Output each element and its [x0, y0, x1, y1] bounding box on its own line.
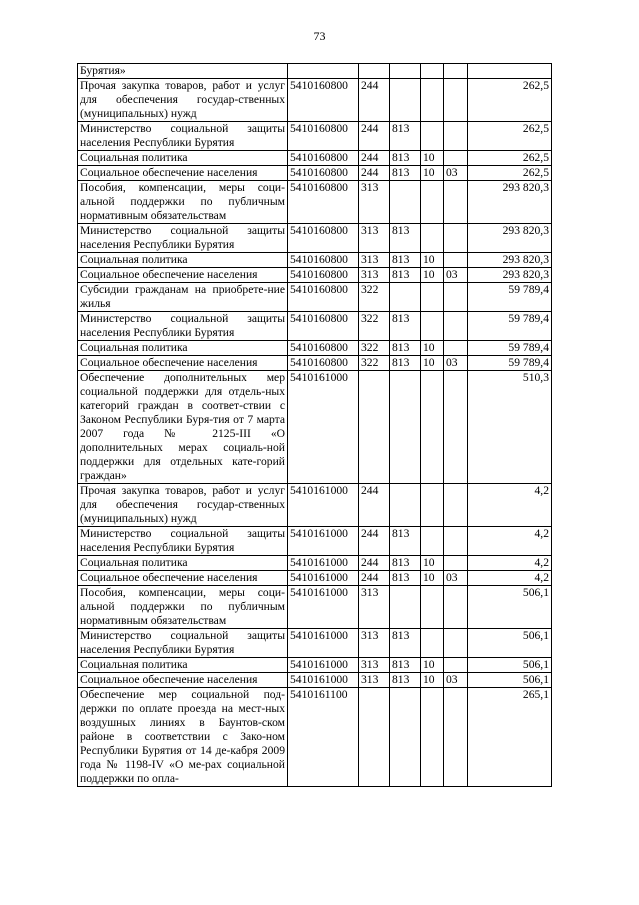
- target-article-code-cell: 5410160800: [288, 283, 359, 312]
- expense-type-code-cell: 313: [359, 181, 390, 224]
- table-body: [78, 64, 552, 787]
- expense-type-code-cell: 313: [359, 268, 390, 283]
- ministry-code-cell: [390, 64, 421, 79]
- expense-type-code-cell: 244: [359, 484, 390, 527]
- expense-type-code-cell: 313: [359, 586, 390, 629]
- row-name-cell: Социальное обеспечение населения: [78, 166, 288, 181]
- table-row: [78, 571, 552, 586]
- section-code-cell: [421, 79, 444, 122]
- amount-cell: 262,5: [468, 151, 552, 166]
- page-number: 73: [313, 29, 326, 43]
- target-article-code-cell: 5410161000: [288, 658, 359, 673]
- subsection-code-cell: [444, 527, 468, 556]
- section-code-cell: 10: [421, 673, 444, 688]
- amount-cell: 59 789,4: [468, 283, 552, 312]
- row-name-cell: Прочая закупка товаров, работ и услуг для обеспечения государ-ственных (муниципальных) нужд: [78, 79, 288, 122]
- table-row: [78, 312, 552, 341]
- amount-cell: 262,5: [468, 166, 552, 181]
- row-name-cell: Министерство социальной защиты населения Республики Бурятия: [78, 122, 288, 151]
- target-article-code-cell: 5410161100: [288, 688, 359, 787]
- subsection-code-cell: [444, 122, 468, 151]
- subsection-code-cell: [444, 658, 468, 673]
- subsection-code-cell: [444, 224, 468, 253]
- row-name-cell: Бурятия»: [78, 64, 288, 79]
- table-row: [78, 283, 552, 312]
- target-article-code-cell: 5410161000: [288, 571, 359, 586]
- expense-type-code-cell: 313: [359, 673, 390, 688]
- row-name-cell: Социальное обеспечение населения: [78, 673, 288, 688]
- section-code-cell: [421, 371, 444, 484]
- subsection-code-cell: [444, 484, 468, 527]
- ministry-code-cell: 813: [390, 312, 421, 341]
- amount-cell: 265,1: [468, 688, 552, 787]
- row-name-cell: Обеспечение дополнительных мер социальной поддержки для отдель-ных категорий граждан в соответ-ствии с Законом Республики Буря-тия от 7 марта 2007 года № 2125-III «О дополнительных мерах социаль-ной поддержки для отдельных кате-горий граждан»: [78, 371, 288, 484]
- expense-type-code-cell: [359, 64, 390, 79]
- table-row: [78, 151, 552, 166]
- ministry-code-cell: [390, 484, 421, 527]
- table-row: [78, 79, 552, 122]
- row-name-cell: Министерство социальной защиты населения Республики Бурятия: [78, 224, 288, 253]
- amount-cell: 4,2: [468, 571, 552, 586]
- section-code-cell: [421, 64, 444, 79]
- amount-cell: 59 789,4: [468, 312, 552, 341]
- expense-type-code-cell: 322: [359, 341, 390, 356]
- expense-type-code-cell: 313: [359, 658, 390, 673]
- target-article-code-cell: [288, 64, 359, 79]
- amount-cell: 506,1: [468, 586, 552, 629]
- ministry-code-cell: [390, 586, 421, 629]
- ministry-code-cell: 813: [390, 253, 421, 268]
- expense-type-code-cell: 244: [359, 527, 390, 556]
- target-article-code-cell: 5410161000: [288, 673, 359, 688]
- section-code-cell: [421, 283, 444, 312]
- target-article-code-cell: 5410160800: [288, 268, 359, 283]
- section-code-cell: [421, 484, 444, 527]
- subsection-code-cell: [444, 688, 468, 787]
- expense-type-code-cell: 322: [359, 283, 390, 312]
- target-article-code-cell: 5410161000: [288, 527, 359, 556]
- target-article-code-cell: 5410161000: [288, 484, 359, 527]
- target-article-code-cell: 5410160800: [288, 356, 359, 371]
- table-row: [78, 556, 552, 571]
- row-name-cell: Прочая закупка товаров, работ и услуг для обеспечения государ-ственных (муниципальных) нужд: [78, 484, 288, 527]
- expense-type-code-cell: 313: [359, 224, 390, 253]
- target-article-code-cell: 5410161000: [288, 371, 359, 484]
- budget-table: [77, 63, 552, 787]
- amount-cell: 59 789,4: [468, 341, 552, 356]
- row-name-cell: Социальная политика: [78, 556, 288, 571]
- target-article-code-cell: 5410160800: [288, 224, 359, 253]
- subsection-code-cell: [444, 151, 468, 166]
- row-name-cell: Социальное обеспечение населения: [78, 268, 288, 283]
- section-code-cell: 10: [421, 658, 444, 673]
- table-row: [78, 371, 552, 484]
- amount-cell: [468, 64, 552, 79]
- row-name-cell: Социальная политика: [78, 341, 288, 356]
- row-name-cell: Социальное обеспечение населения: [78, 571, 288, 586]
- ministry-code-cell: [390, 371, 421, 484]
- row-name-cell: Министерство социальной защиты населения Республики Бурятия: [78, 527, 288, 556]
- table-row: [78, 484, 552, 527]
- subsection-code-cell: [444, 64, 468, 79]
- amount-cell: 293 820,3: [468, 253, 552, 268]
- section-code-cell: 10: [421, 268, 444, 283]
- expense-type-code-cell: 244: [359, 166, 390, 181]
- ministry-code-cell: 813: [390, 629, 421, 658]
- ministry-code-cell: [390, 181, 421, 224]
- ministry-code-cell: 813: [390, 151, 421, 166]
- row-name-cell: Обеспечение мер социальной под-держки по оплате проезда на мест-ных воздушных линиях в Баунтов-ском районе в соответствии с Зако-ном Республики Бурятия от 14 де-кабря 2009 года № 1198-IV «О ме-рах социальной поддержки по опла-: [78, 688, 288, 787]
- target-article-code-cell: 5410160800: [288, 151, 359, 166]
- table-row: [78, 673, 552, 688]
- subsection-code-cell: 03: [444, 166, 468, 181]
- expense-type-code-cell: [359, 688, 390, 787]
- table-row: [78, 658, 552, 673]
- subsection-code-cell: 03: [444, 673, 468, 688]
- section-code-cell: 10: [421, 341, 444, 356]
- table-row: [78, 688, 552, 787]
- subsection-code-cell: [444, 586, 468, 629]
- row-name-cell: Социальное обеспечение населения: [78, 356, 288, 371]
- row-name-cell: Социальная политика: [78, 253, 288, 268]
- amount-cell: 510,3: [468, 371, 552, 484]
- subsection-code-cell: 03: [444, 268, 468, 283]
- subsection-code-cell: [444, 181, 468, 224]
- ministry-code-cell: 813: [390, 356, 421, 371]
- row-name-cell: Социальная политика: [78, 151, 288, 166]
- section-code-cell: [421, 181, 444, 224]
- section-code-cell: [421, 122, 444, 151]
- section-code-cell: 10: [421, 253, 444, 268]
- expense-type-code-cell: 244: [359, 151, 390, 166]
- target-article-code-cell: 5410160800: [288, 79, 359, 122]
- row-name-cell: Субсидии гражданам на приобрете-ние жилья: [78, 283, 288, 312]
- section-code-cell: [421, 586, 444, 629]
- section-code-cell: [421, 312, 444, 341]
- section-code-cell: [421, 629, 444, 658]
- expense-type-code-cell: 244: [359, 556, 390, 571]
- expense-type-code-cell: [359, 371, 390, 484]
- amount-cell: 293 820,3: [468, 224, 552, 253]
- subsection-code-cell: 03: [444, 571, 468, 586]
- subsection-code-cell: 03: [444, 356, 468, 371]
- ministry-code-cell: 813: [390, 122, 421, 151]
- subsection-code-cell: [444, 312, 468, 341]
- expense-type-code-cell: 244: [359, 571, 390, 586]
- subsection-code-cell: [444, 556, 468, 571]
- amount-cell: 506,1: [468, 629, 552, 658]
- section-code-cell: 10: [421, 151, 444, 166]
- target-article-code-cell: 5410161000: [288, 586, 359, 629]
- expense-type-code-cell: 313: [359, 629, 390, 658]
- amount-cell: 506,1: [468, 673, 552, 688]
- target-article-code-cell: 5410161000: [288, 556, 359, 571]
- table-row: [78, 341, 552, 356]
- ministry-code-cell: 813: [390, 268, 421, 283]
- target-article-code-cell: 5410160800: [288, 312, 359, 341]
- ministry-code-cell: 813: [390, 571, 421, 586]
- section-code-cell: 10: [421, 166, 444, 181]
- ministry-code-cell: 813: [390, 556, 421, 571]
- table-row: [78, 356, 552, 371]
- ministry-code-cell: 813: [390, 527, 421, 556]
- target-article-code-cell: 5410160800: [288, 253, 359, 268]
- amount-cell: 293 820,3: [468, 268, 552, 283]
- table-row: [78, 64, 552, 79]
- subsection-code-cell: [444, 79, 468, 122]
- ministry-code-cell: 813: [390, 166, 421, 181]
- section-code-cell: 10: [421, 356, 444, 371]
- row-name-cell: Социальная политика: [78, 658, 288, 673]
- table-row: [78, 268, 552, 283]
- ministry-code-cell: 813: [390, 658, 421, 673]
- subsection-code-cell: [444, 629, 468, 658]
- subsection-code-cell: [444, 371, 468, 484]
- table-row: [78, 181, 552, 224]
- table-row: [78, 527, 552, 556]
- expense-type-code-cell: 244: [359, 79, 390, 122]
- target-article-code-cell: 5410160800: [288, 341, 359, 356]
- amount-cell: 262,5: [468, 122, 552, 151]
- row-name-cell: Пособия, компенсации, меры соци-альной поддержки по публичным нормативным обязательствам: [78, 586, 288, 629]
- amount-cell: 59 789,4: [468, 356, 552, 371]
- target-article-code-cell: 5410161000: [288, 629, 359, 658]
- expense-type-code-cell: 313: [359, 253, 390, 268]
- amount-cell: 4,2: [468, 527, 552, 556]
- table-row: [78, 224, 552, 253]
- section-code-cell: [421, 688, 444, 787]
- table-row: [78, 166, 552, 181]
- target-article-code-cell: 5410160800: [288, 166, 359, 181]
- subsection-code-cell: [444, 253, 468, 268]
- amount-cell: 4,2: [468, 484, 552, 527]
- target-article-code-cell: 5410160800: [288, 122, 359, 151]
- amount-cell: 293 820,3: [468, 181, 552, 224]
- ministry-code-cell: [390, 79, 421, 122]
- amount-cell: 262,5: [468, 79, 552, 122]
- amount-cell: 4,2: [468, 556, 552, 571]
- subsection-code-cell: [444, 283, 468, 312]
- expense-type-code-cell: 322: [359, 356, 390, 371]
- section-code-cell: 10: [421, 571, 444, 586]
- ministry-code-cell: [390, 688, 421, 787]
- section-code-cell: [421, 527, 444, 556]
- ministry-code-cell: [390, 283, 421, 312]
- expense-type-code-cell: 322: [359, 312, 390, 341]
- section-code-cell: 10: [421, 556, 444, 571]
- table-row: [78, 253, 552, 268]
- row-name-cell: Пособия, компенсации, меры соци-альной поддержки по публичным нормативным обязательствам: [78, 181, 288, 224]
- table-row: [78, 586, 552, 629]
- ministry-code-cell: 813: [390, 341, 421, 356]
- row-name-cell: Министерство социальной защиты населения Республики Бурятия: [78, 312, 288, 341]
- section-code-cell: [421, 224, 444, 253]
- expense-type-code-cell: 244: [359, 122, 390, 151]
- ministry-code-cell: 813: [390, 224, 421, 253]
- row-name-cell: Министерство социальной защиты населения Республики Бурятия: [78, 629, 288, 658]
- amount-cell: 506,1: [468, 658, 552, 673]
- table-row: [78, 629, 552, 658]
- subsection-code-cell: [444, 341, 468, 356]
- ministry-code-cell: 813: [390, 673, 421, 688]
- target-article-code-cell: 5410160800: [288, 181, 359, 224]
- table-row: [78, 122, 552, 151]
